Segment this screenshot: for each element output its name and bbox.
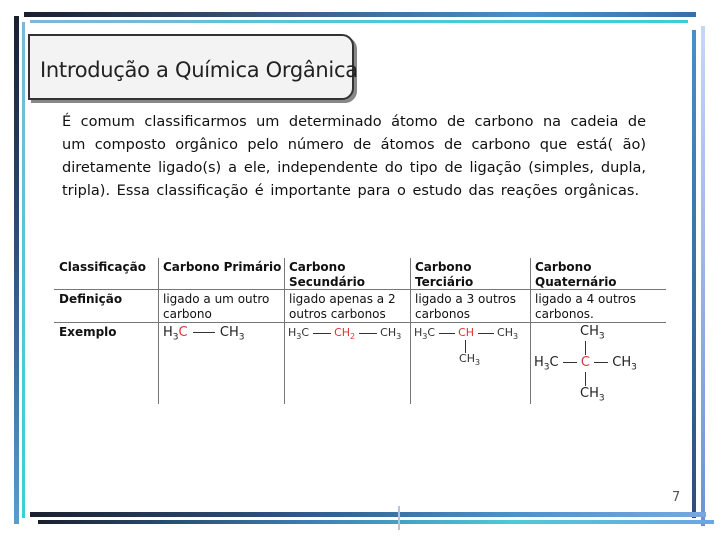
frame-top-accent — [30, 20, 688, 23]
row-label-exemplo: Exemplo — [59, 325, 117, 339]
example-quaternario-middle: $H_3C$ C $CH_3$ — [534, 355, 637, 373]
example-terciario-formula: $H_3C$ CH $CH_3$ — [414, 326, 519, 342]
frame-left-bar — [14, 16, 19, 524]
slide-title: Introdução a Química Orgânica — [40, 58, 358, 82]
example-quaternario-top: $CH_3$ — [580, 324, 605, 342]
header-secundario-2: Secundário — [289, 275, 365, 289]
def-terciario-1: ligado a 3 outros — [415, 292, 516, 306]
table-col-divider — [158, 258, 159, 404]
frame-bottom-tick — [398, 506, 400, 530]
example-secundario-formula: $H_3C$ $CH_2$ $CH_3$ — [288, 326, 402, 342]
header-quaternario-2: Quaternário — [535, 275, 617, 289]
example-primario-formula: $H_3C$ $CH_3$ — [163, 325, 245, 343]
frame-right-bar — [692, 30, 696, 518]
def-secundario-1: ligado apenas a 2 — [289, 292, 396, 306]
quaternary-bond-bottom — [585, 372, 586, 386]
frame-right-accent — [701, 26, 705, 526]
table-col-divider — [284, 258, 285, 404]
intro-paragraph: É comum classificarmos um determinado átomo de carbono na cadeia de um composto orgânico pelo número de átomos de carbono que está( ão) diretamente ligado(s) a ele, independente do tipo de ligação (simples, dupla, tripla). Essa classificação é importante para o estudo das reações orgânicas. — [62, 114, 646, 199]
def-quaternario-2: carbonos. — [535, 307, 594, 321]
def-terciario-2: carbonos — [415, 307, 471, 321]
table-row-divider — [54, 289, 666, 290]
def-quaternario-1: ligado a 4 outros — [535, 292, 636, 306]
def-primario-1: ligado a um outro — [163, 292, 270, 306]
page-number: 7 — [672, 490, 681, 505]
example-terciario-ch3: $CH_3$ — [459, 352, 481, 368]
table-col-divider — [530, 258, 531, 404]
header-quaternario-1: Carbono — [535, 260, 592, 274]
header-terciario-1: Carbono — [415, 260, 472, 274]
example-quaternario-bottom: $CH_3$ — [580, 386, 605, 404]
header-secundario-1: Carbono — [289, 260, 346, 274]
table-row-divider — [54, 322, 666, 323]
quaternary-bond-top — [585, 341, 586, 355]
frame-bottom-bar — [30, 512, 706, 517]
table-col-divider — [410, 258, 411, 404]
header-primario: Carbono Primário — [163, 260, 282, 274]
def-secundario-2: outros carbonos — [289, 307, 386, 321]
def-primario-2: carbono — [163, 307, 212, 321]
header-terciario-2: Terciário — [415, 275, 474, 289]
frame-bottom-accent — [38, 520, 714, 524]
header-classificacao: Classificação — [59, 260, 146, 274]
frame-top-bar — [24, 12, 696, 17]
frame-left-accent — [22, 22, 25, 518]
title-box — [28, 34, 358, 100]
row-label-definicao: Definição — [59, 292, 123, 306]
